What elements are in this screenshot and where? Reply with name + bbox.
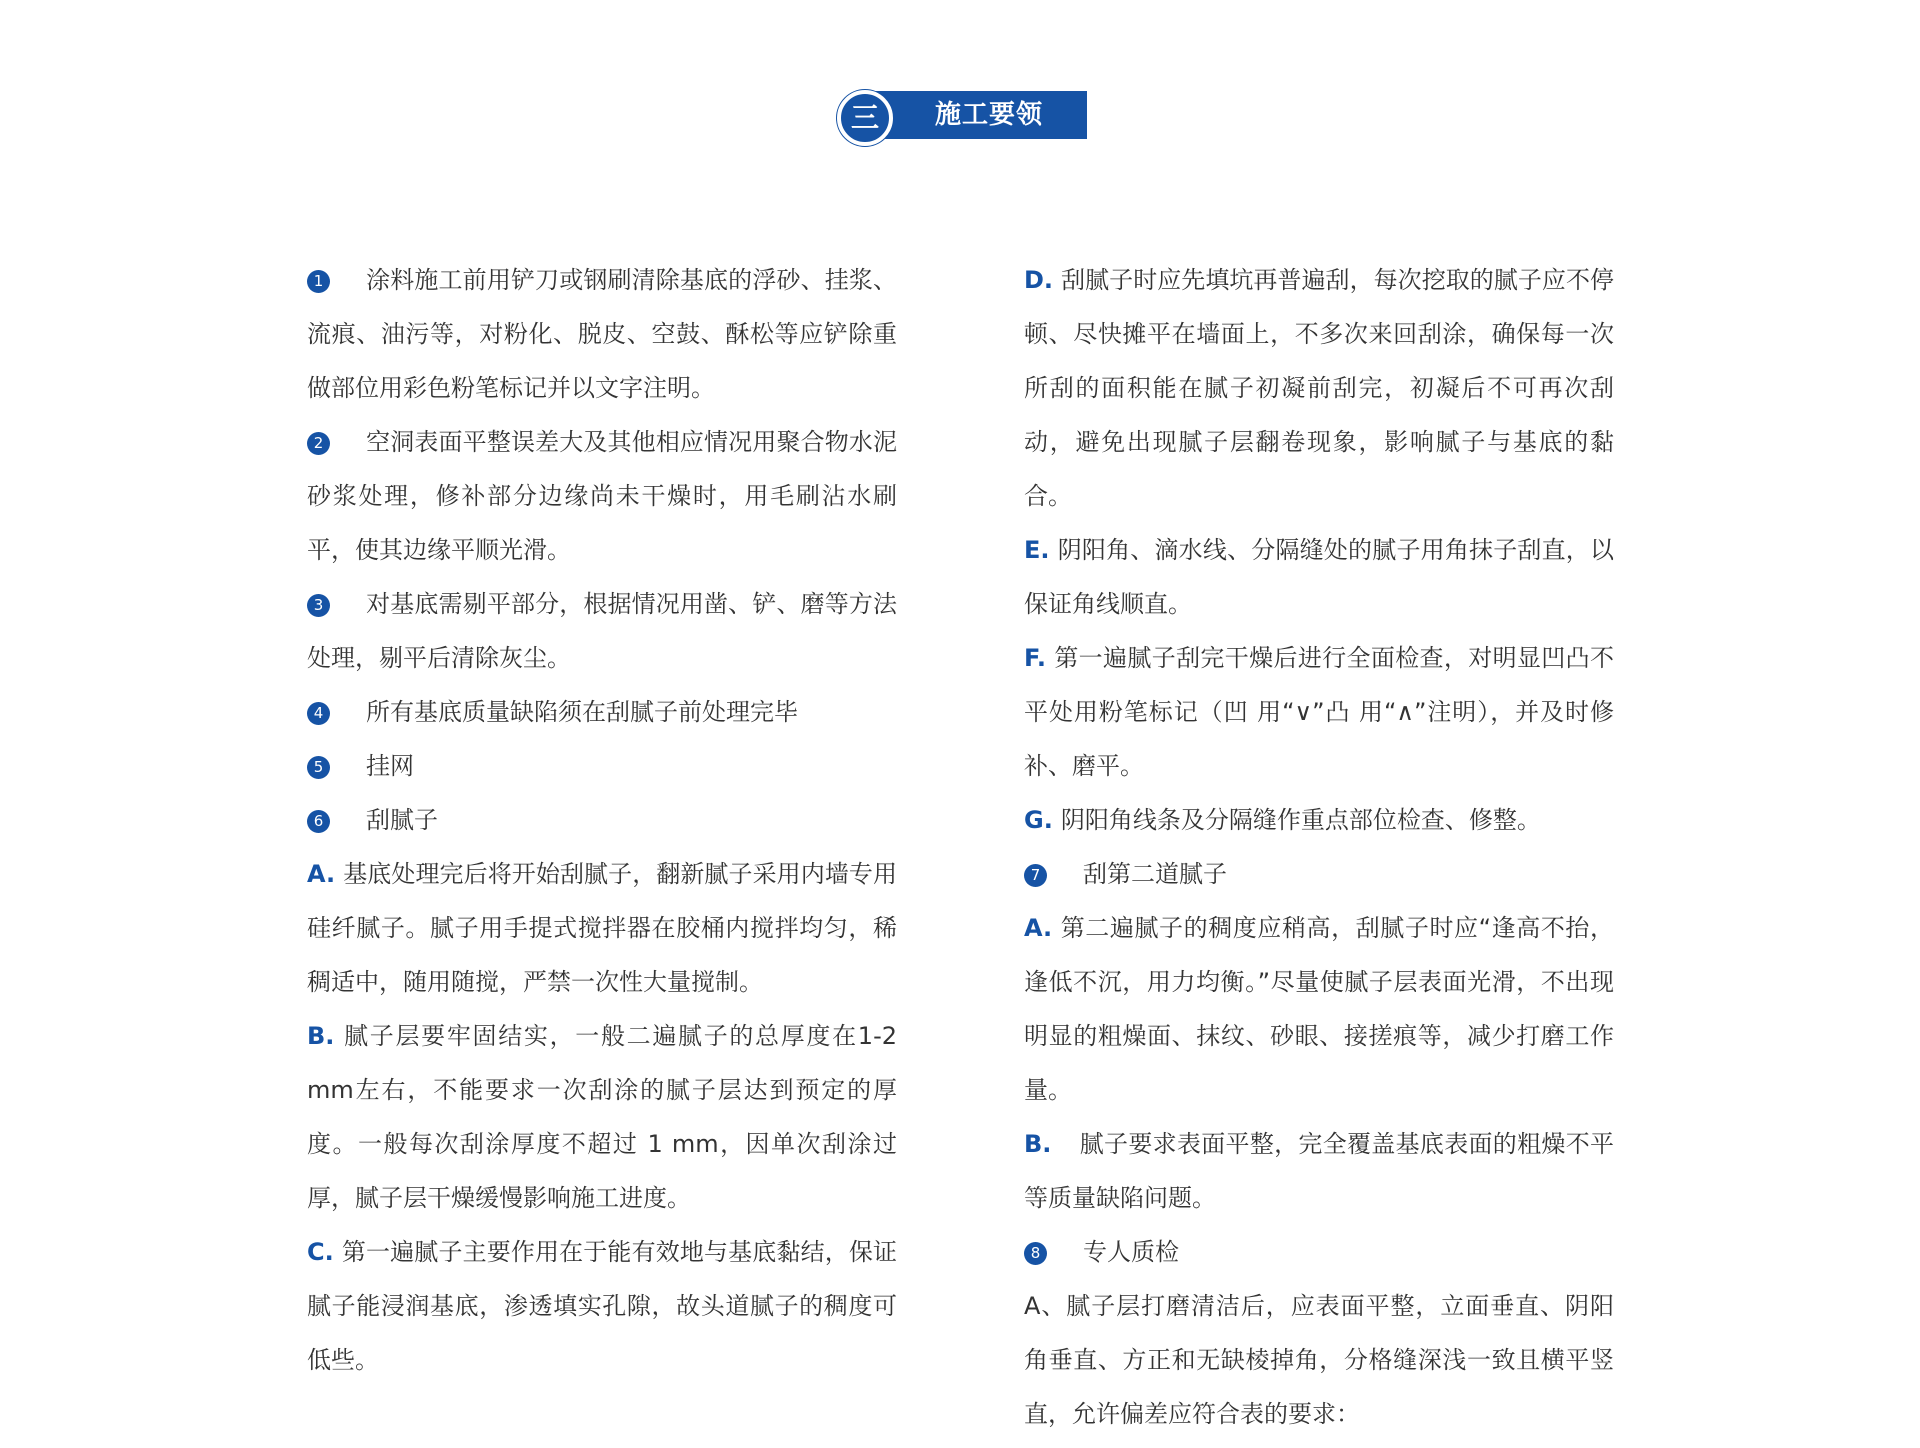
substep-b [307,1009,897,1225]
substep-text: 腻子要求表面平整，完全覆盖基底表面的粗燥不平等质量缺陷问题。 [1024,1130,1614,1212]
substep-letter: A. [1024,914,1053,942]
substep-text: 刮腻子时应先填坑再普遍刮，每次挖取的腻子应不停顿、尽快摊平在墙面上，不多次来回刮涂，确保每一次所刮的面积能在腻子初凝前刮完，初凝后不可再次刮动，避免出现腻子层翻卷现象，影响腻子与基底的黏合。 [1024,266,1614,510]
substep-text: 第一遍腻子刮完干燥后进行全面检查，对明显凹凸不平处用粉笔标记（凹 用“∨”凸 用“∧”注明），并及时修补、磨平。 [1024,644,1614,780]
substep-text: 第二遍腻子的稠度应稍高，刮腻子时应“逢高不抬，逢低不沉，用力均衡。”尽量使腻子层表面光滑，不出现明显的粗燥面、抹纹、砂眼、接搓痕等，减少打磨工作量。 [1024,914,1614,1104]
substep-text: 基底处理完后将开始刮腻子，翻新腻子采用内墙专用硅纤腻子。腻子用手提式搅拌器在胶桶内搅拌均匀，稀稠适中，随用随搅，严禁一次性大量搅制。 [307,860,897,996]
substep-a [307,847,897,1009]
step-text: 涂料施工前用铲刀或钢刷清除基底的浮砂、挂浆、流痕、油污等，对粉化、脱皮、空鼓、酥松等应铲除重做部位用彩色粉笔标记并以文字注明。 [307,266,897,402]
step-text: 专人质检 [1083,1238,1179,1266]
step-5 [307,739,897,793]
substep-c [307,1225,897,1387]
step-7 [1024,847,1614,901]
substep-text: 第一遍腻子主要作用在于能有效地与基底黏结，保证腻子能浸润基底，渗透填实孔隙，故头道腻子的稠度可低些。 [307,1238,897,1374]
step-text: 所有基底质量缺陷须在刮腻子前处理完毕 [366,698,798,726]
step-2 [307,415,897,577]
step-number-badge: 1 [307,270,330,293]
step-3 [307,577,897,685]
right-column [1024,253,1614,1441]
substep-letter: D. [1024,266,1054,294]
substep-e [1024,523,1614,631]
substep-letter: C. [307,1238,334,1266]
step-number-badge: 8 [1024,1242,1047,1265]
step-number-badge: 3 [307,594,330,617]
substep-letter: A. [307,860,336,888]
step-text: 刮腻子 [366,806,438,834]
substep-letter: E. [1024,536,1050,564]
substep-letter: B. [1024,1130,1052,1158]
step-number-badge: 5 [307,756,330,779]
step-4 [307,685,897,739]
substep-a-second [1024,901,1614,1117]
step-number-badge: 4 [307,702,330,725]
step-number-badge: 6 [307,810,330,833]
step-text: 刮第二道腻子 [1083,860,1227,888]
section-number-badge: 三 [837,90,893,146]
step-text: 挂网 [366,752,414,780]
substep-letter: G. [1024,806,1053,834]
substep-text: 阴阳角、滴水线、分隔缝处的腻子用角抹子刮直，以保证角线顺直。 [1024,536,1614,618]
substep-text: 阴阳角线条及分隔缝作重点部位检查、修整。 [1060,806,1541,834]
substep-g [1024,793,1614,847]
step-8 [1024,1225,1614,1279]
substep-letter: F. [1024,644,1046,672]
quality-check-text: A、腻子层打磨清洁后，应表面平整，立面垂直、阴阳角垂直、方正和无缺棱掉角，分格缝深浅一致且横平竖直，允许偏差应符合表的要求： [1024,1292,1614,1428]
step-number-badge: 2 [307,432,330,455]
step-text: 空洞表面平整误差大及其他相应情况用聚合物水泥砂浆处理，修补部分边缘尚未干燥时，用毛刷沾水刷平，使其边缘平顺光滑。 [307,428,897,564]
section-header [837,90,1087,146]
substep-text: 腻子层要牢固结实，一般二遍腻子的总厚度在1-2 mm左右，不能要求一次刮涂的腻子层达到预定的厚度。一般每次刮涂厚度不超过 1 mm，因单次刮涂过厚，腻子层干燥缓慢影响施工进度。 [307,1022,897,1212]
step-6 [307,793,897,847]
step-number-badge: 7 [1024,864,1047,887]
section-title: 施工要领 [875,91,1087,139]
step-text: 对基底需剔平部分，根据情况用凿、铲、磨等方法处理，剔平后清除灰尘。 [307,590,897,672]
substep-f [1024,631,1614,793]
substep-d [1024,253,1614,523]
step-1 [307,253,897,415]
left-column [307,253,897,1387]
substep-b-second [1024,1117,1614,1225]
substep-letter: B. [307,1022,335,1050]
